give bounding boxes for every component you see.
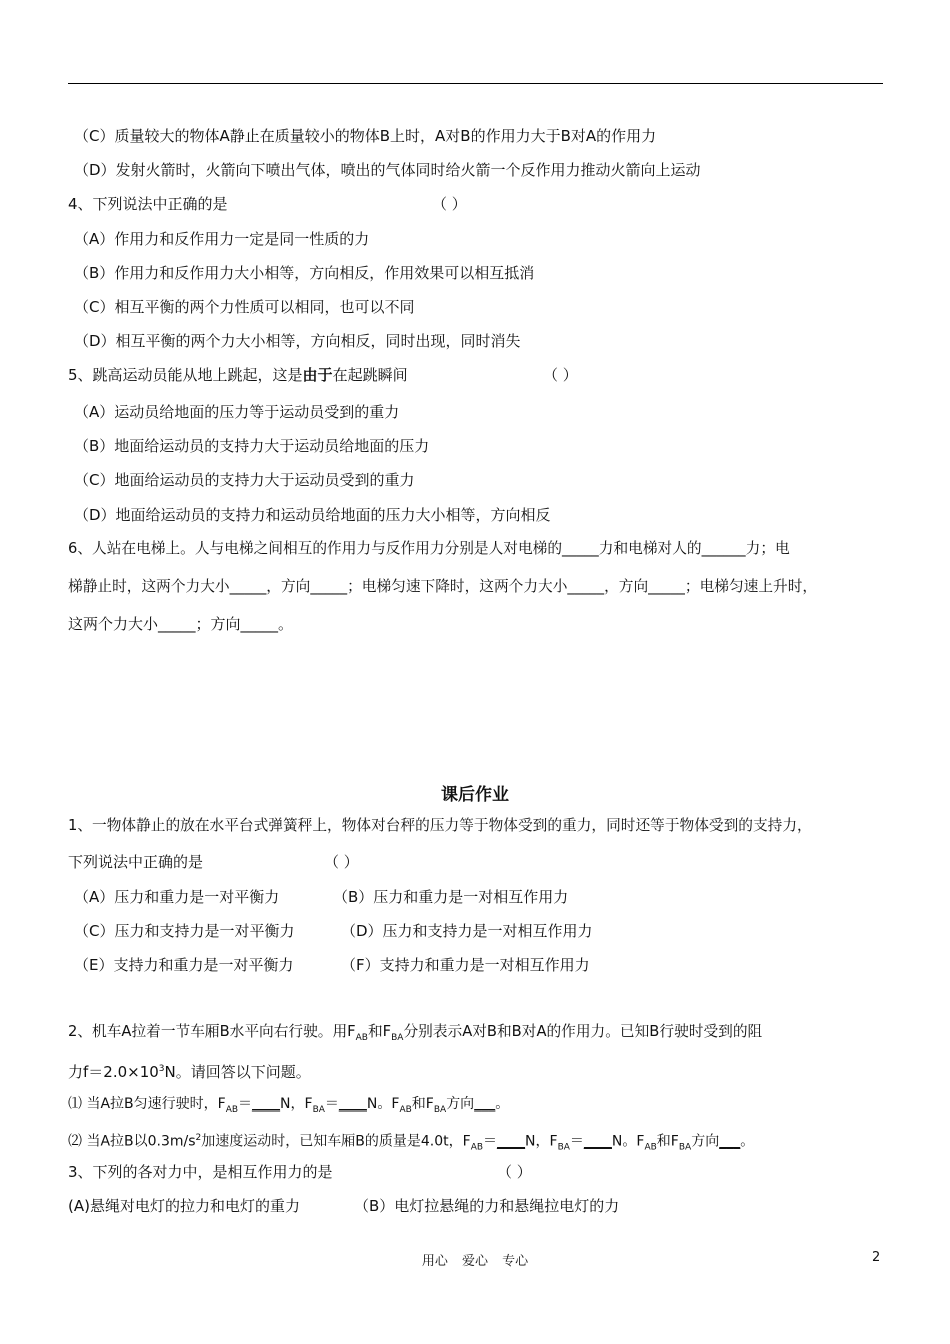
q3-option-d: （D）发射火箭时，火箭向下喷出气体，喷出的气体同时给火箭一个反作用力推动火箭向上运动 (74, 161, 701, 179)
page-footer: 用心 爱心 专心 (421, 1254, 529, 1269)
hw-q1-answer-paren: （ ） (324, 853, 359, 871)
hw-q2-part-2: ⑵ 当A拉B以$0.3m/s^2$加速度运动时，已知车厢B的质量是4.0t，$F_{AB}=\_\_\_\_N$，$F_{BA}=\_\_\_\_N$。$F_{AB}$和$F_{BA}$方向___。 (68, 1133, 755, 1153)
hw-q3-answer-paren: （ ） (497, 1163, 532, 1181)
hw-q1-line-1: 1、一物体静止的放在水平台式弹簧秤上，物体对台秤的压力等于物体受到的重力，同时还等于物体受到的支持力， (68, 817, 812, 834)
q4-option-d: （D）相互平衡的两个力大小相等，方向相反，同时出现，同时消失 (74, 332, 521, 350)
hw-q1-option-c: （C）压力和支持力是一对平衡力 (74, 922, 295, 940)
q6-line-3: 这两个力大小_____；方向_____。 (68, 615, 294, 633)
hw-q3-option-b: （B）电灯拉悬绳的力和悬绳拉电灯的力 (354, 1197, 620, 1215)
hw-q3-option-a: (A)悬绳对电灯的拉力和电灯的重力 (68, 1197, 300, 1215)
q4-answer-paren: （ ） (432, 195, 467, 213)
header-rule (68, 83, 883, 84)
q5-option-d: （D）地面给运动员的支持力和运动员给地面的压力大小相等，方向相反 (74, 506, 551, 524)
q6-line-2: 梯静止时，这两个力大小_____，方向_____；电梯匀速下降时，这两个力大小_____，方向_____；电梯匀速上升时， (68, 578, 818, 595)
q5-option-a: （A）运动员给地面的压力等于运动员受到的重力 (74, 403, 400, 421)
q6-line-1: 6、人站在电梯上。人与电梯之间相互的作用力与反作用力分别是人对电梯的_____力和电梯对人的______力；电 (68, 540, 790, 557)
q4-option-a: （A）作用力和反作用力一定是同一性质的力 (74, 230, 370, 248)
q4-stem: 4、下列说法中正确的是 (68, 195, 228, 213)
hw-q2-line-1: 2、机车A拉着一节车厢B水平向右行驶。用$F_{AB}$和$F_{BA}$分别表示A对B和B对A的作用力。已知B行驶时受到的阻 (68, 1023, 763, 1043)
hw-q1-option-d: （D）压力和支持力是一对相互作用力 (341, 922, 593, 940)
page-number: 2 (872, 1250, 881, 1265)
q5-option-c: （C）地面给运动员的支持力大于运动员受到的重力 (74, 471, 415, 489)
q5-option-b: （B）地面给运动员的支持力大于运动员给地面的压力 (74, 437, 430, 455)
hw-q1-option-e: （E）支持力和重力是一对平衡力 (74, 956, 294, 974)
q4-option-b: （B）作用力和反作用力大小相等，方向相反，作用效果可以相互抵消 (74, 264, 535, 282)
hw-q2-part-1: ⑴ 当A拉B匀速行驶时，$F_{AB}=\_\_\_\_N$，$F_{BA}=\_\_\_\_N$。$F_{AB}$和$F_{BA}$方向___。 (68, 1096, 510, 1115)
q4-option-c: （C）相互平衡的两个力性质可以相同，也可以不同 (74, 298, 415, 316)
q5-answer-paren: （ ） (543, 366, 578, 384)
homework-title: 课后作业 (441, 785, 509, 805)
hw-q1-option-a: （A）压力和重力是一对平衡力 (74, 888, 280, 906)
hw-q3-stem: 3、下列的各对力中，是相互作用力的是 (68, 1163, 333, 1181)
hw-q1-option-b: （B）压力和重力是一对相互作用力 (333, 888, 569, 906)
hw-q1-option-f: （F）支持力和重力是一对相互作用力 (341, 956, 590, 974)
hw-q1-line-2: 下列说法中正确的是 (68, 853, 204, 871)
q5-stem: 5、跳高运动员能从地上跳起，这是由于在起跳瞬间 (68, 366, 408, 384)
hw-q2-line-2: 力$f=2.0\times 10^3N$。请回答以下问题。 (68, 1063, 311, 1081)
q3-option-c: （C）质量较大的物体A静止在质量较小的物体B上时，A对B的作用力大于B对A的作用力 (74, 127, 657, 145)
